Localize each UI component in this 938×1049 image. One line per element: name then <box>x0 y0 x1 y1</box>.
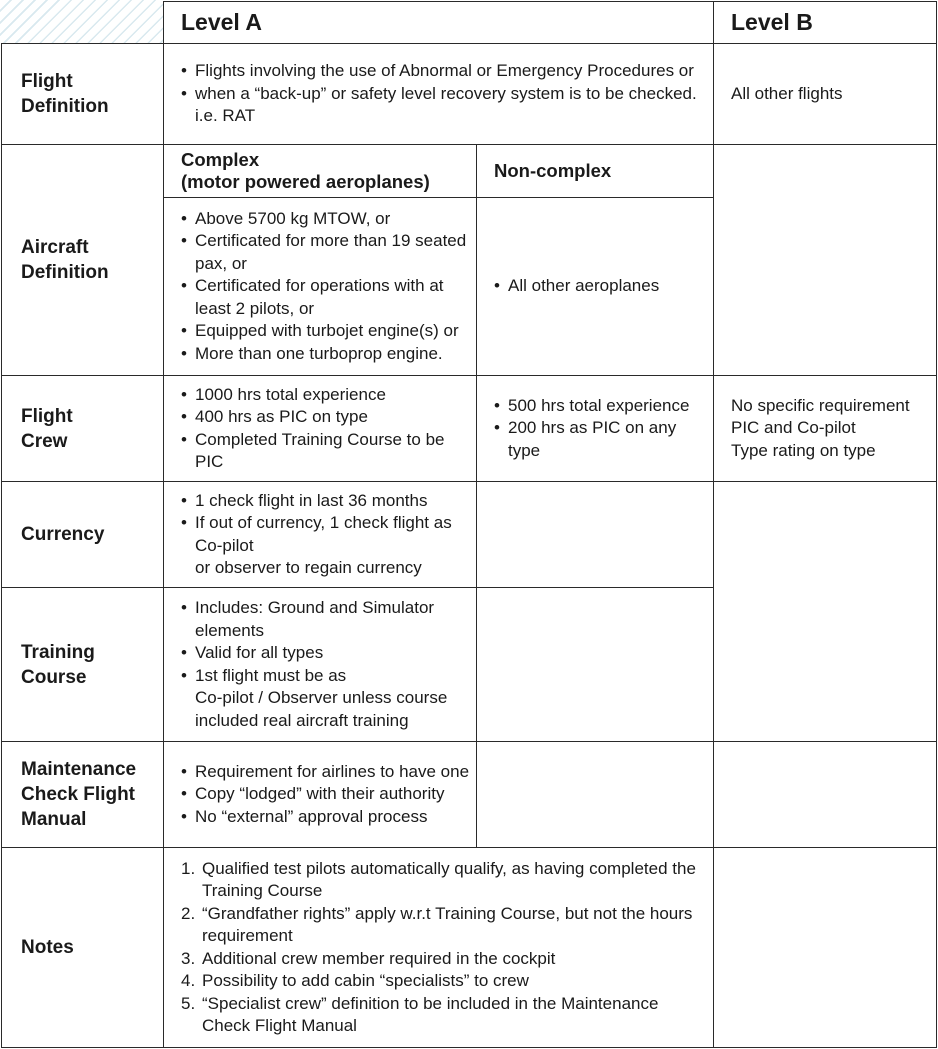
flight-definition-level-a <box>163 43 714 145</box>
header-level-b: Level B <box>713 1 937 44</box>
header-level-a: Level A <box>163 1 714 44</box>
row-head-flight-crew: Flight Crew <box>1 375 164 482</box>
flight-crew-complex-list <box>181 384 470 474</box>
notes-list <box>181 858 707 1038</box>
list-item <box>181 903 707 948</box>
training-course-list <box>181 597 470 732</box>
aircraft-definition-level-b <box>713 144 937 376</box>
list-item: • More than one turboprop engine. <box>181 343 470 366</box>
list-item: • Valid for all types <box>181 642 470 665</box>
note-number: 1. <box>181 858 196 878</box>
list-item: • If out of currency, 1 check flight as Co-pilot or observer to regain currency <box>181 512 470 580</box>
flight-crew-complex <box>163 375 477 482</box>
flight-definition-level-b <box>713 43 937 145</box>
aircraft-definition-non-complex <box>476 197 714 376</box>
note-text: “Specialist crew” definition to be included in the Maintenance Check Flight Manual <box>202 993 659 1035</box>
note-text: Qualified test pilots automatically qualify, as having completed the Training Course <box>202 858 696 900</box>
list-item: • 500 hrs total experience <box>494 395 707 418</box>
list-item: • Above 5700 kg MTOW, or <box>181 208 470 231</box>
list-item: • Copy “lodged” with their authority <box>181 783 470 806</box>
list-item: • All other aeroplanes <box>494 275 707 298</box>
list-item: • Requirement for airlines to have one <box>181 761 470 784</box>
aircraft-complex-list <box>181 208 470 366</box>
note-text: “Grandfather rights” apply w.r.t Training Course, but not the hours requirement <box>202 903 693 945</box>
note-number: 2. <box>181 903 196 923</box>
list-item <box>181 948 707 971</box>
currency-non-complex <box>476 481 714 588</box>
list-item: • Certificated for operations with at least 2 pilots, or <box>181 275 470 320</box>
list-item <box>181 993 707 1038</box>
row-head-notes: Notes <box>1 847 164 1048</box>
list-item: • Includes: Ground and Simulator elements <box>181 597 470 642</box>
flight-crew-level-b-text: No specific requirement PIC and Co-pilot Type rating on type <box>731 395 910 460</box>
list-item: • 400 hrs as PIC on type <box>181 406 470 429</box>
currency-training-level-b <box>713 481 937 742</box>
flight-definition-level-b-text: All other flights <box>731 83 843 103</box>
aircraft-non-complex-list <box>494 275 707 298</box>
note-text: Additional crew member required in the cockpit <box>202 948 556 968</box>
flight-crew-non-complex-list <box>494 395 707 463</box>
flight-crew-level-b <box>713 375 937 482</box>
row-head-currency: Currency <box>1 481 164 588</box>
subhead-complex: Complex (motor powered aeroplanes) <box>163 144 477 198</box>
training-course-non-complex <box>476 587 714 742</box>
maintenance-manual-level-b <box>713 741 937 848</box>
notes-level-b <box>713 847 937 1048</box>
list-item: • Completed Training Course to be PIC <box>181 429 470 474</box>
aircraft-definition-complex <box>163 197 477 376</box>
list-item: • Certificated for more than 19 seated pax, or <box>181 230 470 275</box>
row-head-maintenance-manual: Maintenance Check Flight Manual <box>1 741 164 848</box>
currency-list <box>181 490 470 580</box>
note-number: 5. <box>181 993 196 1013</box>
list-item: • 200 hrs as PIC on any type <box>494 417 707 462</box>
list-item: • No “external” approval process <box>181 806 470 829</box>
list-item: • Equipped with turbojet engine(s) or <box>181 320 470 343</box>
row-head-aircraft-definition: Aircraft Definition <box>1 144 164 376</box>
flight-crew-non-complex <box>476 375 714 482</box>
row-head-training-course: Training Course <box>1 587 164 742</box>
list-item <box>181 858 707 903</box>
note-number: 4. <box>181 971 196 990</box>
list-item: • Flights involving the use of Abnormal or Emergency Procedures or <box>181 60 707 83</box>
list-item: • when a “back-up” or safety level recovery system is to be checked. i.e. RAT <box>181 83 707 128</box>
list-item: • 1st flight must be as Co-pilot / Observer unless course included real aircraft training <box>181 665 470 733</box>
notes-level-a <box>163 847 714 1048</box>
training-course-complex <box>163 587 477 742</box>
list-item: • 1 check flight in last 36 months <box>181 490 470 513</box>
note-number: 3. <box>181 948 196 968</box>
list-item: • 1000 hrs total experience <box>181 384 470 407</box>
maintenance-manual-non-complex <box>476 741 714 848</box>
row-head-flight-definition: Flight Definition <box>1 43 164 145</box>
currency-complex <box>163 481 477 588</box>
flight-definition-list <box>181 60 707 128</box>
note-text: Possibility to add cabin “specialists” to crew <box>202 971 529 990</box>
list-item <box>181 970 707 993</box>
subhead-non-complex: Non-complex <box>476 144 714 198</box>
maintenance-manual-complex <box>163 741 477 848</box>
maintenance-manual-list <box>181 761 470 829</box>
